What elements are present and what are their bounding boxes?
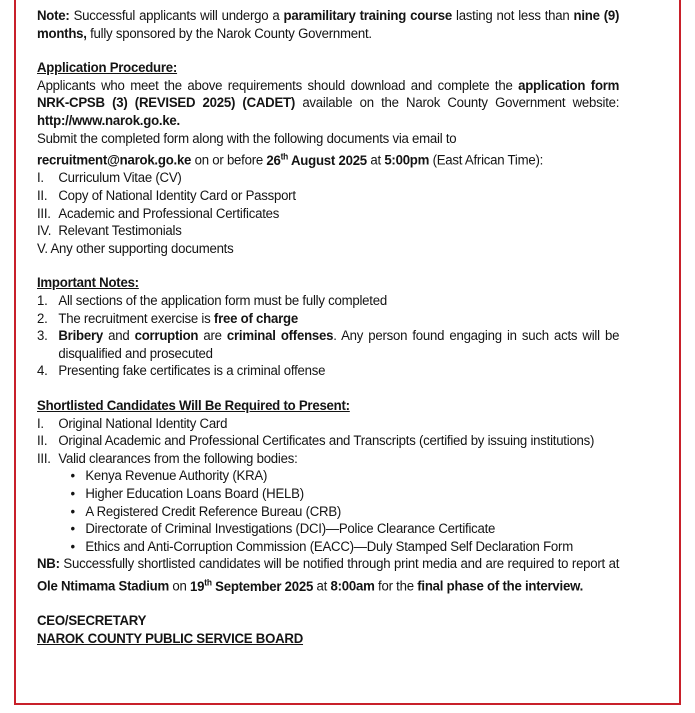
shortlisted-heading: Shortlisted Candidates Will Be Required to Present:: [37, 398, 350, 415]
signatory-board-text: NAROK COUNTY PUBLIC SERVICE BOARD: [37, 630, 304, 647]
signatory-title-text: CEO/SECRETARY: [37, 613, 147, 630]
list-number: 4.: [37, 363, 48, 380]
list-item: [37, 363, 619, 381]
list-text: Original National Identity Card: [58, 415, 228, 432]
list-text: [58, 328, 619, 363]
important-notes-heading: Important Notes:: [37, 275, 139, 292]
recruitment-email-link[interactable]: recruitment@narok.go.ke: [37, 152, 192, 169]
list-item: [37, 451, 619, 469]
application-form-name: application form NRK-CPSB (3) (REVISED 2025) (CADET): [37, 77, 620, 112]
bullet-item: [70, 486, 619, 504]
deadline-text: (East African Time):: [429, 152, 544, 169]
list-number: 1.: [37, 293, 48, 310]
nb-text: for the: [374, 578, 418, 595]
bullet-icon: [70, 486, 85, 504]
list-text: Original Academic and Professional Certificates and Transcripts (certified by issuing institutions): [58, 433, 595, 450]
signatory-title: [37, 613, 619, 631]
deadline-time: 5:00pm: [384, 152, 430, 169]
nb-text: on: [168, 578, 191, 595]
list-item: [37, 416, 619, 434]
application-text: Applicants who meet the above requirements should download and complete the: [37, 77, 519, 94]
deadline-text: on or before: [191, 152, 267, 169]
bullet-item: [70, 504, 619, 522]
note-text: Successful applicants will undergo a: [69, 8, 284, 24]
list-text: Copy of National Identity Card or Passport: [58, 188, 296, 205]
list-number: 2.: [37, 310, 48, 327]
bullet-text: A Registered Credit Reference Bureau (CRB): [85, 503, 342, 520]
venue-text: Ole Ntimama Stadium: [37, 578, 169, 595]
application-instructions: [37, 78, 619, 131]
bullet-item: [70, 521, 619, 539]
website-link[interactable]: http://www.narok.go.ke.: [37, 112, 180, 129]
list-text: Valid clearances from the following bodies:: [58, 450, 298, 467]
signatory-board: [37, 631, 619, 649]
interview-time: 8:00am: [330, 578, 375, 595]
list-number: II.: [37, 188, 48, 205]
note-duration: nine (9) months,: [37, 8, 620, 42]
list-text: [58, 311, 298, 329]
note-label: Note:: [37, 8, 70, 24]
important-notes-list: [37, 293, 619, 381]
bullet-icon: [70, 504, 85, 522]
list-text: All sections of the application form must be fully completed: [58, 293, 387, 310]
note-text: . Any person found engaging in such acts will be disqualified and prosecuted: [58, 328, 620, 362]
note-text: The recruitment exercise is: [58, 310, 214, 327]
deadline-date: 26th August 2025: [266, 151, 367, 169]
bullet-item: [70, 468, 619, 486]
interview-date: 19th September 2025: [190, 576, 314, 595]
bribery-text: Bribery: [58, 328, 103, 345]
list-item: [37, 170, 619, 188]
list-item: [37, 223, 619, 241]
bullet-item: [70, 539, 619, 557]
bullet-text: Ethics and Anti-Corruption Commission (EACC)—Duly Stamped Self Declaration Form: [85, 538, 573, 555]
application-text: available on the Narok County Government website:: [295, 95, 620, 112]
required-documents-list: [37, 170, 619, 258]
bullet-text: Directorate of Criminal Investigations (DCI)—Police Clearance Certificate: [85, 521, 496, 538]
submit-deadline: [37, 148, 619, 170]
note-text: and: [102, 328, 135, 345]
note-paragraph: [37, 8, 619, 43]
nb-label: NB:: [37, 556, 60, 573]
list-number: III.: [37, 450, 51, 467]
list-item: [37, 188, 619, 206]
final-phase-text: final phase of the interview.: [417, 578, 584, 595]
list-text: Curriculum Vitae (CV): [58, 170, 182, 187]
list-number: I.: [37, 415, 44, 432]
corruption-text: corruption: [134, 328, 199, 345]
bullet-text: Higher Education Loans Board (HELB): [85, 485, 304, 502]
list-number: II.: [37, 433, 48, 450]
list-item: [37, 293, 619, 311]
application-heading: Application Procedure:: [37, 60, 178, 77]
bullet-icon: [70, 539, 85, 557]
bullet-text: Kenya Revenue Authority (KRA): [85, 468, 268, 485]
submit-instructions: Submit the completed form along with the following documents via email to: [37, 130, 457, 147]
nb-text: at: [313, 578, 331, 595]
note-text: are: [198, 328, 227, 345]
list-text: Relevant Testimonials: [58, 223, 182, 240]
note-text: lasting not less than: [451, 8, 574, 24]
list-text: Academic and Professional Certificates: [58, 205, 280, 222]
list-number: III.: [37, 205, 51, 222]
list-item: [37, 241, 619, 259]
list-item: [37, 328, 619, 363]
nb-text: Successfully shortlisted candidates will be notified through print media and are required to report at: [59, 556, 620, 573]
criminal-offenses-text: criminal offenses: [226, 328, 334, 345]
list-number: 3.: [37, 328, 48, 345]
advert-body: [37, 8, 619, 648]
list-text: V. Any other supporting documents: [37, 240, 234, 257]
list-number: I.: [37, 170, 44, 187]
note-text: fully sponsored by the Narok County Government.: [86, 25, 372, 42]
list-item: [37, 311, 619, 329]
bullet-icon: [70, 468, 85, 486]
clearance-bodies-list: [37, 468, 619, 556]
list-item: [37, 433, 619, 451]
list-item: [37, 206, 619, 224]
shortlisted-requirements-list: [37, 416, 619, 469]
free-of-charge-text: free of charge: [213, 310, 298, 327]
note-course: paramilitary training course: [283, 8, 452, 24]
nb-paragraph: [37, 556, 619, 596]
bullet-icon: [70, 521, 85, 539]
list-number: IV.: [37, 223, 52, 240]
deadline-text: at: [366, 152, 385, 169]
list-text: Presenting fake certificates is a criminal offense: [58, 363, 326, 380]
